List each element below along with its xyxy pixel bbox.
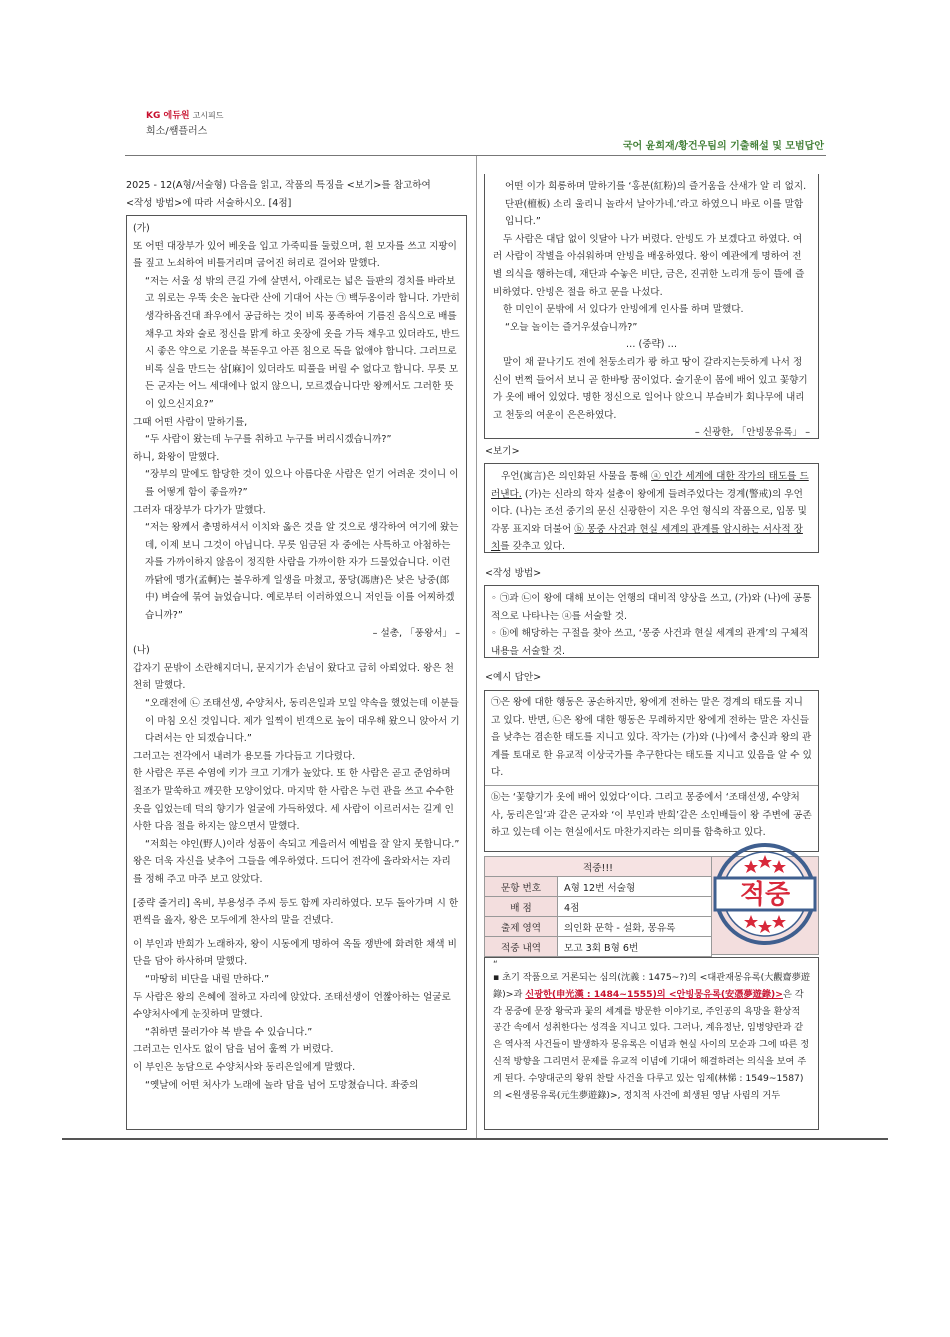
passage-paragraph: 말이 채 끝나기도 전에 천둥소리가 쾅 하고 땅이 갈라지는듯하게 나서 정신이 번쩍 들어서 보니 곧 한바탕 꿈이었다. 술기운이 몸에 배어 있고 꽃향기가 옷에 배어 있었다. 명한 정신으로 일어나 앉으니 부슬비가 회나무에 내리고 천둥의 여운이 은은하였다. bbox=[493, 356, 808, 421]
answer-label: <예시 답안> bbox=[485, 672, 542, 683]
hit-value: 4점 bbox=[558, 897, 712, 917]
logo-name: 희소/쌤플러스 bbox=[146, 126, 208, 137]
passage-paragraph: “두 사람이 왔는데 누구를 취하고 누구를 버리시겠습니까?” bbox=[145, 434, 392, 446]
passage-paragraph: 이 부인은 농담으로 수양처사와 동리은일에게 말했다. bbox=[133, 1061, 356, 1073]
passage-paragraph: 왕은 더욱 자신을 낮추어 그들을 예우하였다. 드디어 전각에 올라와서는 자리를 정해 주고 마주 보고 앉았다. bbox=[133, 856, 451, 885]
hit-value: 모고 3회 B형 6번 bbox=[558, 937, 712, 957]
passage-paragraph: 어떤 이가 희롱하며 말하기를 ‘홍분(紅粉)의 즐거움을 산새가 알 리 없지. 단판(檀板) 소리 울리니 놀라서 날아가네.’라고 하였으니 바로 이를 말함입니다.” bbox=[505, 181, 807, 228]
how-item: ◦ ⓑ에 해당하는 구절을 찾아 쓰고, ‘몽중 사건과 현실 세계의 관계’의 구체적 내용을 서술할 것. bbox=[491, 628, 809, 657]
passage-paragraph: 또 어떤 대장부가 있어 베옷을 입고 가죽띠를 둘렀으며, 흰 모자를 쓰고 지팡이를 짚고 노쇠하여 비틀거리며 굽어진 허리로 걸어와 말했다. bbox=[133, 240, 457, 270]
table-row bbox=[485, 897, 712, 917]
summary-paragraph: [중략 줄거리] 옥비, 부용성주 주씨 등도 함께 자리하였다. 모두 돌아가며 시 한 편씩을 읊자, 왕은 모두에게 찬사의 말을 건넸다. bbox=[133, 897, 459, 927]
passage-paragraph: “저희는 야인(野人)이라 성품이 속되고 게을러서 예법을 잘 알지 못합니다.” bbox=[145, 838, 460, 850]
commentary-note bbox=[484, 957, 819, 1130]
passage-paragraph: “장부의 말에도 합당한 것이 있으나 아름다운 사람은 얻기 어려운 것이니 이를 어떻게 함이 좋을까?” bbox=[145, 469, 459, 498]
note-highlight: 신광한(申光漢 : 1484~1555)의 <안빙몽유록(安憑夢遊錄)> bbox=[525, 988, 783, 1000]
passage-paragraph: 그때 어떤 사람이 말하기를, bbox=[133, 416, 248, 428]
passage-left bbox=[126, 215, 467, 1130]
passage-paragraph: 한 사람은 푸른 수염에 키가 크고 기개가 높았다. 또 한 사람은 곧고 준엄하며 절조가 말쑥하고 깨끗한 모양이었다. 마지막 한 사람은 누런 관을 쓰고 수수한 옷을 입었는데 덕의 향기가 얼굴에 가득하였다. 세 사람이 이르러서는 길게 인사한 다음 절을 하지는 않으면서 말했다. bbox=[133, 768, 454, 833]
source-citation: – 설총, 「풍왕서」 – bbox=[372, 627, 460, 639]
note-text: ▪ 초기 작품으로 거론되는 심의(沈義 : 1475~?)의 <대관재몽유록(大觀齋夢遊錄)>과 bbox=[493, 972, 811, 1000]
hit-stamp-icon bbox=[713, 842, 817, 946]
footer-divider bbox=[62, 1138, 888, 1140]
passage-paragraph: “오늘 놀이는 즐거우셨습니까?” bbox=[505, 321, 638, 333]
passage-paragraph: 그러고는 인사도 없이 담을 넘어 훌쩍 가 버렸다. bbox=[133, 1044, 334, 1056]
table-row bbox=[485, 917, 712, 937]
passage-paragraph: 갑자기 문밖이 소란해지더니, 문지기가 손님이 왔다고 급히 아뢰었다. 왕은 천천히 말했다. bbox=[133, 662, 454, 692]
hit-value: A형 12번 서술형 bbox=[558, 877, 712, 897]
logo-brand: KG 에듀원 고시피드 bbox=[146, 111, 224, 121]
column-divider bbox=[476, 156, 477, 1138]
hit-header: 적중!!! bbox=[485, 857, 712, 877]
hit-key: 문항 번호 bbox=[485, 877, 558, 897]
hit-value: 의인화 문학 - 설화, 몽유록 bbox=[558, 917, 712, 937]
passage-paragraph: 한 미인이 문밖에 서 있다가 안빙에게 인사를 하며 말했다. bbox=[503, 304, 744, 316]
answer-part-1: ㉠은 왕에 대한 행동은 공손하지만, 왕에게 전하는 말은 경계의 태도를 지니고 있다. 반면, ㉡은 왕에 대한 행동은 무례하지만 왕에게 전하는 말은 자신들을 낮추는 겸손한 태도를 지니고 있다. 작가는 (가)와 (나)에서 충신과 왕의 관계를 토대로 한 유교적 이상국가를 추구한다는 태도를 지니고 있음을 알 수 있다. bbox=[491, 697, 812, 779]
source-citation: – 신광한, 「안빙몽유록」 – bbox=[694, 427, 810, 439]
bogi-label: <보기> bbox=[485, 446, 520, 457]
note-text: 은 각각 몽중에 문장 왕국과 꽃의 세계를 방문한 이야기로, 주인공의 욕망을 환상적 공간 속에서 성취한다는 성격을 지니고 있다. 그러나, 계유정난, 임병양란과 같은 역사적 사건들이 발생하자 몽유록은 이념과 현실 사이의 모순과 그에 따른 정신적 방향을 그리면서 문제를 유교적 이념에 기대어 해결하려는 의식을 보여 주게 된다. 수양대군의 왕위 찬탈 사건을 다루고 있는 임제(林悌 : 1549~1587)의 <원생몽유록(元生夢遊錄)>, 정치적 사건에 희생된 영남 사림의 거두 bbox=[493, 988, 810, 1101]
passage-paragraph: “저는 왕께서 총명하셔서 이치와 옳은 것을 알 것으로 생각하여 여기에 왔는데, 이제 보니 그것이 아닙니다. 무릇 임금된 자 중에는 사특하고 아첨하는 자를 가까이하지 않음이 정직한 사람을 가까이한 자가 드물었습니다. 이런 까닭에 맹가(孟軻)는 불우하게 일생을 마쳤고, 풍당(馮唐)은 낮은 낭중(郎中) 벼슬에 묶여 늙었습니다. 예로부터 이러하였으니 저인들 이를 어찌하겠습니까?” bbox=[145, 522, 459, 622]
hit-table bbox=[484, 856, 712, 957]
hit-key: 적중 내역 bbox=[485, 937, 558, 957]
bogi-text: 를 갖추고 있다. bbox=[500, 541, 566, 553]
how-item: ◦ ㉠과 ㉡이 왕에 대해 보이는 언행의 대비적 양상을 쓰고, (가)와 (나)에 공통적으로 나타나는 ⓐ를 서술할 것. bbox=[491, 593, 812, 622]
passage-paragraph: 하니, 화왕이 말했다. bbox=[133, 451, 220, 463]
header-title: 국어 윤희재/황건우팀의 기출해설 및 모범답안 bbox=[622, 141, 824, 152]
section-marker: (나) bbox=[133, 645, 150, 657]
passage-paragraph: “옛날에 어떤 처사가 노래에 놀라 담을 넘어 도망쳤습니다. 좌중의 bbox=[145, 1079, 419, 1091]
answer-box bbox=[484, 690, 819, 852]
passage-paragraph: 두 사람은 왕의 은혜에 절하고 자리에 앉았다. 조태선생이 언짢아하는 얼굴로 수양처사에게 눈짓하며 말했다. bbox=[133, 991, 451, 1021]
question-title-line: <작성 방법>에 따라 서술하시오. [4점] bbox=[126, 197, 292, 209]
note-mark: “ bbox=[493, 960, 498, 970]
bogi-text: 우언(寓言)은 의인화된 사물을 통해 bbox=[501, 471, 652, 482]
hit-key: 출제 영역 bbox=[485, 917, 558, 937]
publisher-logo bbox=[146, 108, 224, 137]
table-row bbox=[485, 857, 712, 877]
passage-right bbox=[484, 174, 819, 439]
passage-paragraph: 그러자 대장부가 다가가 말했다. bbox=[133, 504, 266, 516]
stamp-text: 적중 bbox=[739, 880, 791, 910]
section-marker: (가) bbox=[133, 223, 150, 234]
question-title-line: 2025 - 12(A형/서술형) 다음을 읽고, 작품의 특징을 <보기>를 참고하여 bbox=[126, 180, 431, 191]
how-box bbox=[484, 585, 819, 658]
bogi-text: (가)는 신라의 학자 설총이 왕에게 들려주었다는 경계(警戒)의 우언이다. (나)는 조선 중기의 문신 신광한이 지은 우언 형식의 작품으로, 입몽 및 각몽 표지와 더불어 bbox=[491, 488, 807, 535]
passage-paragraph: “저는 서울 성 밖의 큰길 가에 살면서, 아래로는 넓은 들판의 경치를 바라보고 위로는 우뚝 솟은 높다란 산에 기대어 사는 ㉠ 백두옹이라 합니다. 가만히 생각하옵건대 좌우에서 공급하는 것이 비록 풍족하여 기름진 음식으로 배를 채우고 차와 술로 정신을 맑게 하고 옷장에 옷을 가득 채우고 있더라도, 반드시 좋은 약으로 기운을 북돋우고 아픈 침으로 독을 없애야 합니다. 그러므로 비록 실을 만드는 삼[麻]이 있더라도 띠풀을 버릴 수 없다고 합니다. 무릇 모든 군자는 어느 세대에나 없지 않으니, 모르겠습니다만 왕께서도 그러한 뜻이 있으신지요?” bbox=[145, 275, 460, 410]
passage-paragraph: 두 사람은 대답 없이 잇달아 나가 버렸다. 안빙도 가 보겠다고 하였다. 여러 사람이 작별을 아쉬워하며 안빙을 배웅하였다. 왕이 예관에게 명하여 전별 의식을 행하는데, 재단과 수놓은 비단, 금은, 진귀한 노리개 등이 뜰에 즐비하였다. 안빙은 절을 하고 문을 나섰다. bbox=[493, 233, 805, 298]
how-label: <작성 방법> bbox=[485, 568, 542, 579]
passage-paragraph: “취하면 물러가야 복 받을 수 있습니다.” bbox=[145, 1026, 313, 1038]
answer-part-2: ⓑ는 ‘꽃향기가 옷에 배어 있었다’이다. 그리고 몽중에서 ‘조태선생, 수양처사, 동리은일’과 같은 군자와 ‘이 부인과 반희’같은 소인배들이 왕 주변에 공존하고 있는데 이는 현실에서도 마찬가지라는 의미를 함축하고 있다. bbox=[485, 785, 818, 845]
passage-paragraph: “오래전에 ㉡ 조태선생, 수양처사, 동리은일과 모일 약속을 했었는데 이분들이 마침 오신 것입니다. 제가 일찍이 빈객으로 높이 대우해 왔으니 앉아서 기다려서는 안 되겠습니다.” bbox=[145, 698, 460, 745]
hit-key: 배 점 bbox=[485, 897, 558, 917]
table-row bbox=[485, 937, 712, 957]
omission-marker: … (중략) … bbox=[625, 339, 678, 351]
bogi-mark-a: ⓐ 인간 세계에 대한 작가의 태도를 드러낸다. bbox=[491, 471, 809, 500]
passage-paragraph: 그러고는 전각에서 내려가 용모를 가다듬고 기다렸다. bbox=[133, 750, 356, 762]
table-row bbox=[485, 877, 712, 897]
passage-paragraph: 이 부인과 반희가 노래하자, 왕이 시동에게 명하여 옥돌 쟁반에 화려한 채색 비단을 담아 하사하며 말했다. bbox=[133, 938, 457, 968]
passage-paragraph: “마땅히 비단을 내릴 만하다.” bbox=[145, 973, 270, 985]
bogi-box bbox=[484, 463, 819, 553]
question-title bbox=[126, 177, 466, 212]
bogi-mark-b: ⓑ 몽중 사건과 현실 세계의 관계를 암시하는 서사적 장치 bbox=[491, 523, 803, 553]
